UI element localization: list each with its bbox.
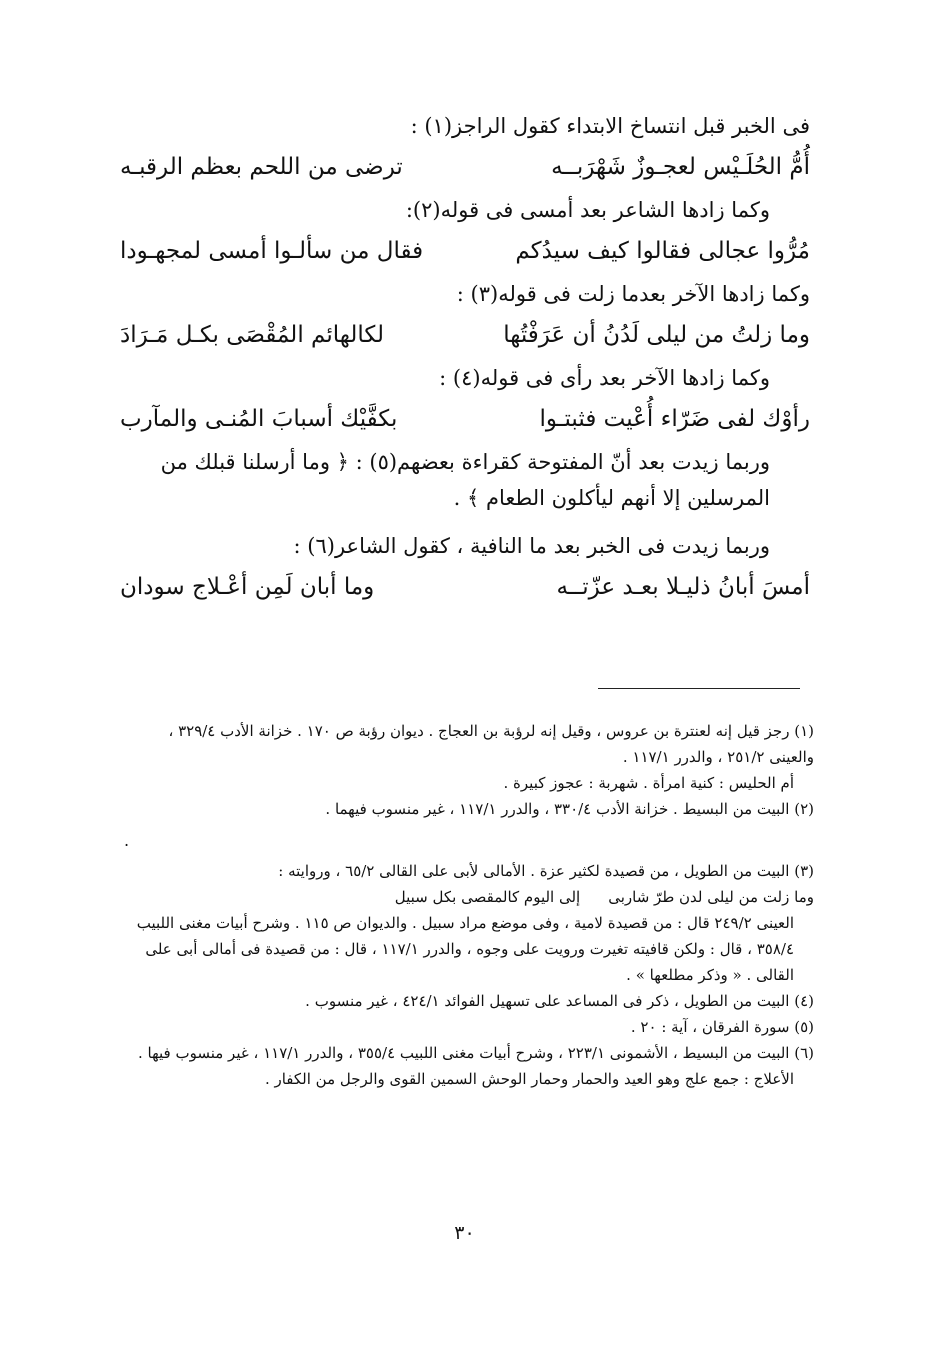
page-number: ٣٠ — [454, 1222, 475, 1244]
footnote-3-continued: العينى ٢٤٩/٢ قال : من قصيدة لامية ، وفى موضع مراد سبيل . والديوان ص ١١٥ . وشرح أبيات مغنى اللبيب ٣٥٨/٤ ، قال : ولكن قافيته تغيرت ورويت على وجوه ، والدرر ١١٧/١ ، قال : من قصيدة فى أمالى أبى على القالى . « وذكر مطلعها » . — [136, 914, 794, 984]
footnote-3-verse-first: وما زلت من ليلى لدن طرّ شاربى — [608, 888, 814, 906]
footnote-1 — [124, 718, 814, 850]
paragraph-1: فى الخبر قبل انتساخ الابتداء كقول الراجز(١) : — [410, 114, 810, 138]
paragraph-6: وربما زيدت فى الخبر بعد ما النافية ، كقول الشاعر(٦) : — [293, 534, 770, 558]
verse-1 — [120, 146, 810, 188]
verse-5-first-hemistich: أمسَ أبانُ ذليـلا بعـد عزّتــه — [556, 574, 810, 600]
footnote-separator — [598, 688, 800, 689]
footnote-1-text: (١) رجز قيل إنه لعنترة بن عروس ، وقيل إنه لرؤبة بن العجاج . ديوان رؤبة ص ١٧٠ . خزانة الأدب ٣٢٩/٤ ، والعينى ٢٥١/٢ ، والدرر ١١٧/١ . — [168, 722, 814, 766]
stray-dot: . — [124, 831, 130, 850]
verse-2-second-hemistich: فقال من سألـوا أمسى لمجهـودا — [120, 238, 424, 264]
footnotes — [124, 718, 814, 1106]
footnote-3 — [124, 858, 814, 1092]
footnote-1-gloss: أم الحليس : كنية امرأة . شهربة : عجوز كبيرة . — [503, 774, 794, 792]
verse-4-first-hemistich: رأوْك لفى ضَرّاء أُعْيت فثبتـوا — [539, 406, 810, 432]
verse-3-second-hemistich: لكالهائم المُقْصَى بكـل مَـرَادَ — [120, 322, 385, 348]
footnote-6-text: (٦) البيت من البسيط ، الأشمونى ٢٢٣/١ ، وشرح أبيات مغنى اللبيب ٣٥٥/٤ ، والدرر ١١٧/١ ، غير منسوب فيها . — [137, 1044, 814, 1062]
main-text — [120, 108, 810, 612]
verse-2 — [120, 230, 810, 272]
verse-3 — [120, 314, 810, 356]
verse-1-second-hemistich: ترضى من اللحم بعظم الرقبـه — [120, 154, 403, 180]
verse-5 — [120, 566, 810, 608]
footnote-3-text: (٣) البيت من الطويل ، من قصيدة لكثير عزة . الأمالى لأبى على القالى ٦٥/٢ ، وروايته : — [278, 862, 814, 880]
verse-2-first-hemistich: مُرُّوا عجالى فقالوا كيف سيدُكم — [515, 238, 810, 264]
footnote-4-text: (٤) البيت من الطويل ، ذكر فى المساعد على تسهيل الفوائد ٤٢٤/١ ، غير منسوب . — [305, 992, 814, 1010]
paragraph-2: وكما زادها الشاعر بعد أمسى فى قوله(٢): — [405, 198, 770, 222]
verse-4-second-hemistich: بكفَّيْك أسبابَ المُنـى والمآرب — [120, 406, 398, 432]
verse-5-second-hemistich: وما أبان لَمِن أعْـلاج سودان — [120, 574, 375, 600]
verse-4 — [120, 398, 810, 440]
footnote-3-verse-second: إلى اليوم كالمقصى بكل سبيل — [394, 888, 581, 906]
paragraph-4: وكما زادها الآخر بعد رأى فى قوله(٤) : — [439, 366, 770, 390]
verse-1-first-hemistich: أُمُّ الحُلَـيْس لعجـوزٌ شَهْرَبــه — [551, 154, 810, 180]
footnote-6-gloss: الأعلاج : جمع علج وهو العيد والحمار وحمار الوحش السمين القوى والرجل من الكفار . — [264, 1070, 794, 1088]
footnote-5-text: (٥) سورة الفرقان ، آية : ٢٠ . — [630, 1018, 814, 1036]
footnote-2-text: (٢) البيت من البسيط . خزانة الأدب ٣٣٠/٤ ، والدرر ١١٧/١ ، غير منسوب فيهما . — [325, 800, 814, 818]
paragraph-3: وكما زادها الآخر بعدما زلت فى قوله(٣) : — [456, 282, 810, 306]
verse-3-first-hemistich: وما زلتُ من ليلى لَدُنُ أن عَرَفْتُها — [503, 322, 810, 348]
footnote-3-verse — [124, 884, 814, 910]
paragraph-5: وربما زيدت بعد أنّ المفتوحة كقراءة بعضهم(٥) : ﴿ وما أرسلنا قبلك من المرسلين إلا أنهم ليأكلون الطعام ﴾ . — [160, 450, 770, 510]
